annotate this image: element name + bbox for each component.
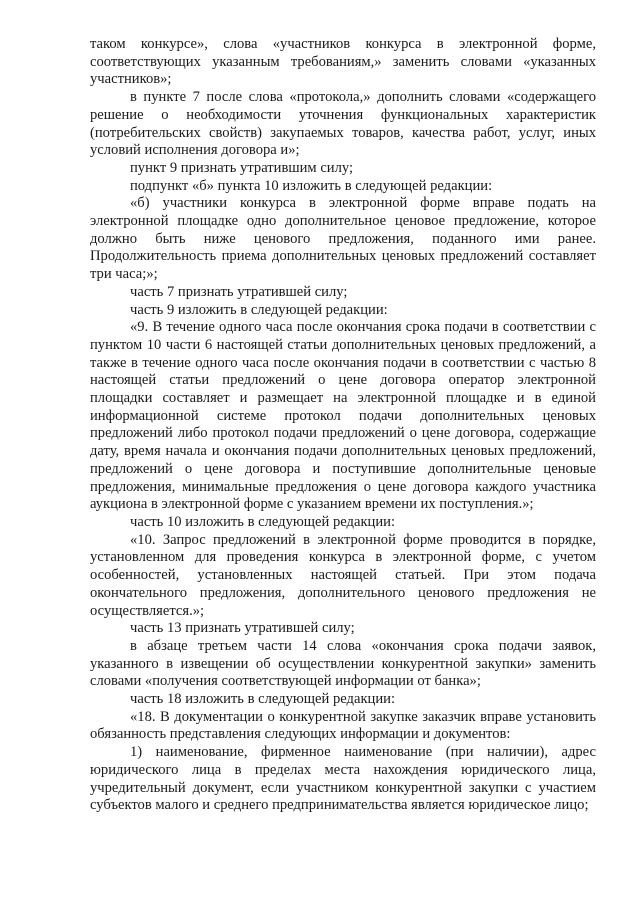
paragraph-12: в абзаце третьем части 14 слова «окончания срока подачи заявок, указанного в извещении об осуществлении конкурентной закупки» заменить словами «получения соответствующей информации от банка»; [90,637,596,690]
paragraph-6: часть 7 признать утратившей силу; [130,283,348,300]
paragraph-13: часть 18 изложить в следующей редакции: [130,691,396,708]
paragraph-2: в пункте 7 после слова «протокола,» дополнить словами «содержащего решение о необходимости уточнения функциональных характеристик (потребительских свойств) закупаемых товаров, качества работ, услуг, иных условий исполнения договора и»; [90,89,596,159]
paragraph-15: 1) наименование, фирменное наименование (при наличии), адрес юридического лица в пределах места нахождения юридического лица, учредительный документ, если участником конкурентной закупки с участием субъектов малого и среднего предпринимательства является юридическое лицо; [90,744,596,814]
paragraph-14: «18. В документации о конкурентной закупке заказчик вправе установить обязанность представления следующих информации и документов: [90,708,596,743]
paragraph-11: часть 13 признать утратившей силу; [130,620,355,637]
paragraph-4: подпункт «б» пункта 10 изложить в следующей редакции: [130,177,493,194]
paragraph-10: «10. Запрос предложений в электронной форме проводится в порядке, установленном для проведения конкурса в электронной форме, с учетом особенностей, установленных настоящей статьей. При этом подача окончательного предложения, дополнительного ценового предложения не осуществляется.»; [90,531,596,619]
paragraph-3: пункт 9 признать утратившим силу; [130,159,354,176]
document-page [90,36,596,815]
paragraph-9: часть 10 изложить в следующей редакции: [130,513,396,530]
paragraph-8: «9. В течение одного часа после окончания срока подачи в соответствии с пунктом 10 части 6 настоящей статьи дополнительных ценовых предложений, а также в течение одного часа после окончания подачи в соответствии с частью 8 настоящей статьи предложений о цене договора оператор электронной площадки составляет и размещает на электронной площадке и в единой информационной системе протокол подачи дополнительных ценовых предложений либо протокол подачи предложений о цене договора, содержащие дату, время начала и окончания подачи дополнительных ценовых предложений, предложений о цене договора и поступившие дополнительные ценовые предложения, минимальные предложения о цене договора каждого участника аукциона в электронной форме с указанием времени их поступления.»; [90,319,596,513]
paragraph-5: «б) участники конкурса в электронной форме вправе подать на электронной площадке одно дополнительное ценовое предложение, которое должно быть ниже ценового предложения, поданного ими ранее. Продолжительность приема дополнительных ценовых предложений составляет три часа;»; [90,195,596,283]
paragraph-1: таком конкурсе», слова «участников конкурса в электронной форме, соответствующих указанным требованиям,» заменить словами «указанных участников»; [90,36,596,88]
paragraph-7: часть 9 изложить в следующей редакции: [130,301,388,318]
